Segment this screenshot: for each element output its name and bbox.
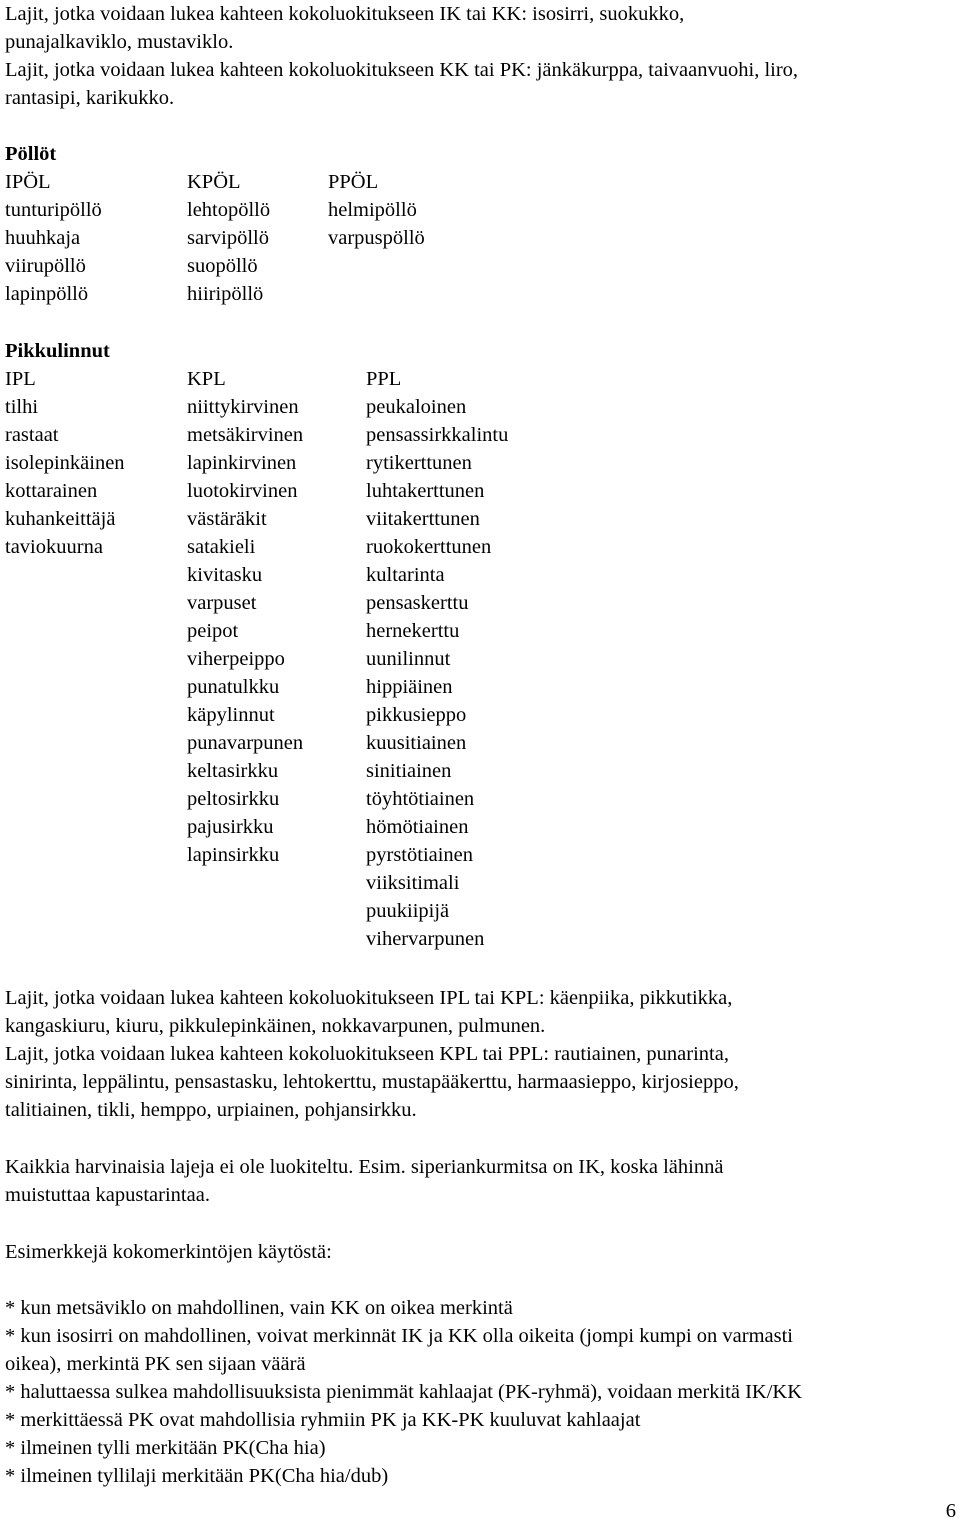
passerines-species-item: pikkusieppo: [366, 704, 467, 726]
example-bullet-4: * merkittäessä PK ovat mahdollisia ryhmiin PK ja KK-PK kuuluvat kahlaajat: [5, 1409, 641, 1431]
example-bullet-2-line-1: * kun isosirri on mahdollinen, voivat merkinnät IK ja KK olla oikeita (jompi kumpi on varmasti: [5, 1325, 793, 1347]
passerines-species-item: niittykirvinen: [187, 396, 299, 418]
owls-title: Pöllöt: [5, 143, 57, 165]
passerines-species-item: puukiipijä: [366, 900, 450, 922]
passerines-species-item: lapinsirkku: [187, 844, 280, 866]
note-1-line-1: Lajit, jotka voidaan lukea kahteen kokoluokitukseen IPL tai KPL: käenpiika, pikkutikka,: [5, 987, 733, 1009]
intro-line-3: Lajit, jotka voidaan lukea kahteen kokoluokitukseen KK tai PK: jänkäkurppa, taivaanvuohi, liro,: [5, 59, 799, 81]
passerines-species-item: tilhi: [5, 396, 39, 418]
passerines-species-item: pensaskerttu: [366, 592, 469, 614]
owls-species-item: helmipöllö: [328, 199, 417, 221]
owls-species-item: suopöllö: [187, 255, 258, 277]
intro-line-2: punajalkaviklo, mustaviklo.: [5, 31, 234, 53]
passerines-species-item: rastaat: [5, 424, 59, 446]
passerines-species-item: kivitasku: [187, 564, 263, 586]
passerines-species-item: punavarpunen: [187, 732, 304, 754]
owls-column-header-ipöl: IPÖL: [5, 171, 51, 193]
note-3-line-1: Kaikkia harvinaisia lajeja ei ole luokiteltu. Esim. siperiankurmitsa on IK, koska lähinnä: [5, 1156, 724, 1178]
passerines-species-item: peipot: [187, 620, 239, 642]
owls-species-item: viirupöllö: [5, 255, 86, 277]
passerines-species-item: peltosirkku: [187, 788, 280, 810]
passerines-species-item: isolepinkäinen: [5, 452, 125, 474]
passerines-species-item: luotokirvinen: [187, 480, 298, 502]
passerines-column-header-ipl: IPL: [5, 368, 36, 390]
passerines-species-item: keltasirkku: [187, 760, 279, 782]
passerines-species-item: vihervarpunen: [366, 928, 485, 950]
owls-species-item: sarvipöllö: [187, 227, 269, 249]
passerines-species-item: pajusirkku: [187, 816, 274, 838]
passerines-column-header-ppl: PPL: [366, 368, 402, 390]
owls-species-item: huuhkaja: [5, 227, 81, 249]
example-bullet-5: * ilmeinen tylli merkitään PK(Cha hia): [5, 1437, 326, 1459]
owls-species-item: lehtopöllö: [187, 199, 271, 221]
passerines-species-item: lapinkirvinen: [187, 452, 297, 474]
examples-title: Esimerkkejä kokomerkintöjen käytöstä:: [5, 1241, 332, 1263]
owls-species-item: varpuspöllö: [328, 227, 425, 249]
page-number: 6: [945, 1500, 956, 1522]
note-2-line-1: Lajit, jotka voidaan lukea kahteen kokoluokitukseen KPL tai PPL: rautiainen, punarinta,: [5, 1043, 729, 1065]
example-bullet-2-line-2: oikea), merkintä PK sen sijaan väärä: [5, 1353, 306, 1375]
passerines-species-item: satakieli: [187, 536, 256, 558]
passerines-species-item: peukaloinen: [366, 396, 467, 418]
passerines-species-item: sinitiainen: [366, 760, 452, 782]
passerines-species-item: hernekerttu: [366, 620, 460, 642]
passerines-species-item: ruokokerttunen: [366, 536, 492, 558]
passerines-species-item: viiksitimali: [366, 872, 460, 894]
passerines-species-item: metsäkirvinen: [187, 424, 304, 446]
passerines-species-item: uunilinnut: [366, 648, 451, 670]
passerines-species-item: hömötiainen: [366, 816, 469, 838]
passerines-species-item: kuhankeittäjä: [5, 508, 116, 530]
passerines-species-item: rytikerttunen: [366, 452, 472, 474]
passerines-species-item: käpylinnut: [187, 704, 275, 726]
example-bullet-6: * ilmeinen tyllilaji merkitään PK(Cha hia/dub): [5, 1465, 389, 1487]
note-3-line-2: muistuttaa kapustarintaa.: [5, 1184, 210, 1206]
example-bullet-3: * haluttaessa sulkea mahdollisuuksista pienimmät kahlaajat (PK-ryhmä), voidaan merkitä IK/KK: [5, 1381, 803, 1403]
passerines-species-item: hippiäinen: [366, 676, 453, 698]
passerines-species-item: kottarainen: [5, 480, 98, 502]
passerines-species-item: töyhtötiainen: [366, 788, 475, 810]
example-bullet-1: * kun metsäviklo on mahdollinen, vain KK on oikea merkintä: [5, 1297, 513, 1319]
passerines-species-item: punatulkku: [187, 676, 280, 698]
owls-species-item: hiiripöllö: [187, 283, 264, 305]
passerines-title: Pikkulinnut: [5, 340, 110, 362]
note-1-line-2: kangaskiuru, kiuru, pikkulepinkäinen, nokkavarpunen, pulmunen.: [5, 1015, 546, 1037]
passerines-species-item: taviokuurna: [5, 536, 103, 558]
note-2-line-2: sinirinta, leppälintu, pensastasku, lehtokerttu, mustapääkerttu, harmaasieppo, kirjosieppo,: [5, 1071, 739, 1093]
owls-column-header-kpöl: KPÖL: [187, 171, 241, 193]
passerines-species-item: viitakerttunen: [366, 508, 480, 530]
owls-column-header-ppöl: PPÖL: [328, 171, 379, 193]
passerines-column-header-kpl: KPL: [187, 368, 226, 390]
owls-species-item: tunturipöllö: [5, 199, 102, 221]
intro-line-4: rantasipi, karikukko.: [5, 87, 175, 109]
intro-line-1: Lajit, jotka voidaan lukea kahteen kokoluokitukseen IK tai KK: isosirri, suokukko,: [5, 3, 685, 25]
passerines-species-item: kuusitiainen: [366, 732, 467, 754]
owls-species-item: lapinpöllö: [5, 283, 89, 305]
note-2-line-3: talitiainen, tikli, hemppo, urpiainen, pohjansirkku.: [5, 1099, 417, 1121]
passerines-species-item: pyrstötiainen: [366, 844, 474, 866]
passerines-species-item: viherpeippo: [187, 648, 285, 670]
passerines-species-item: västäräkit: [187, 508, 267, 530]
passerines-species-item: pensassirkkalintu: [366, 424, 509, 446]
passerines-species-item: kultarinta: [366, 564, 445, 586]
passerines-species-item: luhtakerttunen: [366, 480, 485, 502]
passerines-species-item: varpuset: [187, 592, 257, 614]
